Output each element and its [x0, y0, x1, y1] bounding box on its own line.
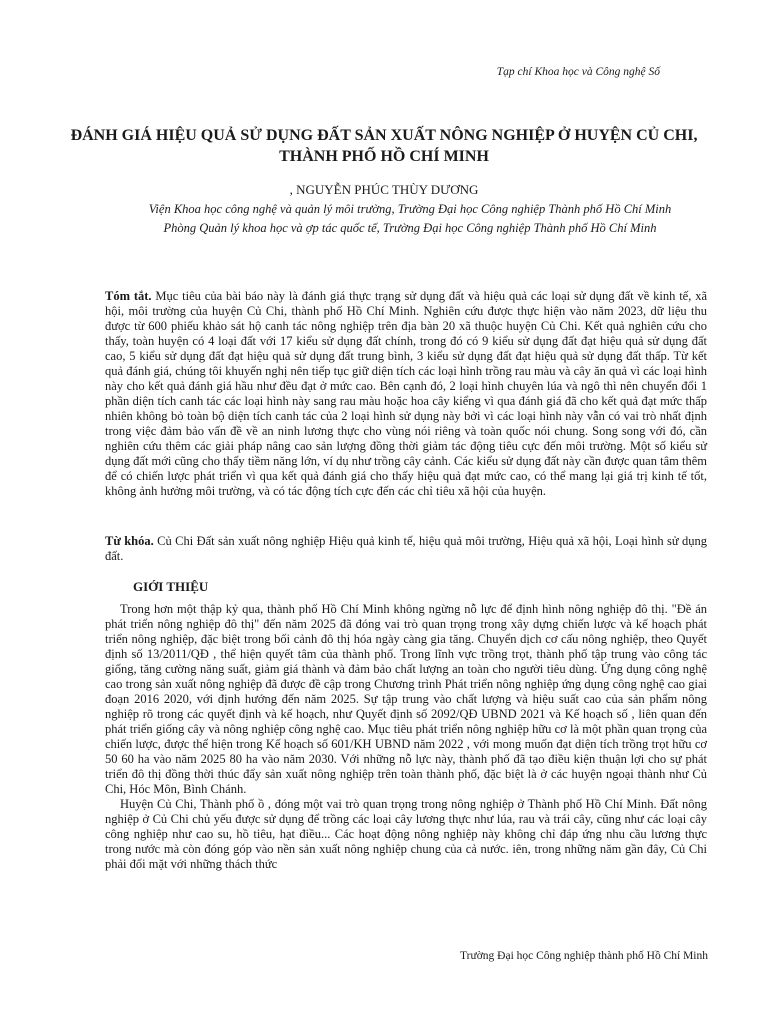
abstract	[105, 289, 707, 499]
section-heading-introduction: GIỚI THIỆU	[133, 579, 209, 594]
affiliation-2: Phòng Quản lý khoa học và ợp tác quốc tế, Trường Đại học Công nghiệp Thành phố Hồ Chí Minh	[163, 221, 657, 235]
abstract-text: Mục tiêu của bài báo này là đánh giá thực trạng sử dụng đất và hiệu quả các loại sử dụng đất về kinh tế, xã hội, môi trường của huyện Củ Chi, thành phố Hồ Chí Minh. Nghiên cứu được thực hiện vào năm 2023, dữ liệu thu được từ 600 phiếu khảo sát hộ canh tác nông nghiệp trên địa bàn 20 xã thuộc huyện Củ Chi. Kết quả nghiên cứu cho thấy, toàn huyện có 4 loại đất với 17 kiểu sử dụng đất chính, trong đó có 9 kiểu sử dụng đất đạt hiệu quả sử dụng đất cao, 5 kiểu sử dụng đất đạt hiệu quả sử dụng đất trung bình, 3 kiểu sử dụng đất đạt hiệu quả sử dụng đất thấp. Từ kết quả đánh giá, chúng tôi khuyến nghị nên tiếp tục giữ diện tích các loại hình trồng rau màu và cây ăn quả vì các loại hình này cho kết quả đánh giá hầu như đều đạt ở mức cao. Bên cạnh đó, 2 loại hình chuyên lúa và ngô thì nên chuyển đổi 1 phần diện tích canh tác các loại hình này sang rau màu hoặc hoa cây kiểng vì qua đánh giá đã cho kết quả đạt mức thấp nhiên không bỏ toàn bộ diện tích canh tác của 2 loại hình sử dụng này bởi vì các loại hình này vẫn có vai trò nhất định trong việc đảm bảo vấn đề về an ninh lương thực cho vùng nói riêng và toàn quốc nói chung. Song song với đó, cần nghiên cứu thêm các giải pháp nâng cao sản lượng đồng thời giảm tác động tiêu cực đến môi trường. Một số kiểu sử dụng đất mới cũng cho thấy tiềm năng lớn, ví dụ như trồng cây cảnh. Các kiểu sử dụng đất này cần được quan tâm thêm để có chiến lược phát triển vì qua kết quả đánh giá cho thấy hiệu quả đạt mức cao, có thể mang lại giá trị kinh tế tốt, không ảnh hưởng môi trường, và có tác động tích cực đến các chỉ tiêu xã hội của huyện.	[105, 289, 708, 498]
author-list: , NGUYỄN PHÚC THÙY DƯƠNG	[289, 182, 479, 197]
body-paragraph-2: Huyện Củ Chi, Thành phố ồ , đóng một vai trò quan trọng trong nông nghiệp ở Thành phố Hồ Chí Minh. Đất nông nghiệp ở Củ Chi chủ yếu được sử dụng để trồng các loại cây lương thực như lúa, rau và trái cây, cũng như các loại cây công nghiệp như cao su, hồ tiêu, hạt điều... Các hoạt động nông nghiệp này không chỉ đáp ứng nhu cầu lương thực trong nước mà còn đóng góp vào nền sản xuất nông nghiệp chung của cả nước. iên, trong những năm gần đây, Củ Chi phải đối mặt với những thách thức	[105, 797, 707, 871]
article-title: ĐÁNH GIÁ HIỆU QUẢ SỬ DỤNG ĐẤT SẢN XUẤT NÔNG NGHIỆP Ở HUYỆN CỦ CHI, THÀNH PHỐ HỒ CHÍ MINH	[70, 127, 698, 165]
keywords-label: Từ khóa.	[105, 534, 154, 548]
keywords-text: Củ Chi Đất sản xuất nông nghiệp Hiệu quả kinh tế, hiệu quả môi trường, Hiệu quả xã hội, Loại hình sử dụng đất.	[105, 534, 707, 563]
affiliation-1: Viện Khoa học công nghệ và quản lý môi trường, Trường Đại học Công nghiệp Thành phố Hồ Chí Minh	[148, 202, 672, 216]
running-head: Tạp chí Khoa học và Công nghệ Số	[496, 66, 660, 78]
page-footer: Trường Đại học Công nghiệp thành phố Hồ Chí Minh	[460, 950, 708, 962]
body-paragraph-1: Trong hơn một thập kỷ qua, thành phố Hồ Chí Minh không ngừng nỗ lực để định hình nông nghiệp đô thị. "Đề án phát triển nông nghiệp đô thị" đến năm 2025 đã đóng vai trò quan trọng trong xây dựng chiến lược và kế hoạch phát triển nông nghiệp, đặc biệt trong bối cảnh đô thị hóa ngày càng gia tăng. Chuyển dịch cơ cấu nông nghiệp, theo Quyết định số 13/2011/QĐ , thể hiện quyết tâm của thành phố. Trong lĩnh vực trồng trọt, thành phố tập trung vào công tác giống, tăng cường năng suất, giảm giá thành và đảm bảo chất lượng an toàn cho người tiêu dùng. Ứng dụng công nghệ cao trong sản xuất nông nghiệp đã được đề cập trong Chương trình Phát triển nông nghiệp ứng dụng công nghệ cao giai đoạn 2016 2020, với định hướng đến năm 2025. Sự tập trung vào chất lượng và hiệu suất cao của sản phẩm nông nghiệp rõ trong các quyết định và kế hoạch, như Quyết định số 2092/QĐ UBND 2021 và Kế hoạch số , liên quan đến phát triển giống cây và nông nghiệp công nghệ cao. Mục tiêu phát triển nông nghiệp hữu cơ là một phần quan trọng của chiến lược, được thể hiện trong Kế hoạch số 601/KH UBND năm 2022 , với mong muốn đạt diện tích trồng trọt hữu cơ 50 60 ha vào năm 2025 80 ha vào năm 2030. Với những nỗ lực này, thành phố đã tạo điều kiện thuận lợi cho sự phát triển đô thị đồng thời thúc đẩy sản xuất nông nghiệp trên toàn thành phố, đặc biệt là ở các huyện ngoại thành như Củ Chi, Hóc Môn, Bình Chánh.	[105, 602, 707, 796]
abstract-label: Tóm tắt.	[105, 289, 152, 303]
keywords	[105, 534, 707, 564]
introduction-body	[105, 602, 707, 872]
